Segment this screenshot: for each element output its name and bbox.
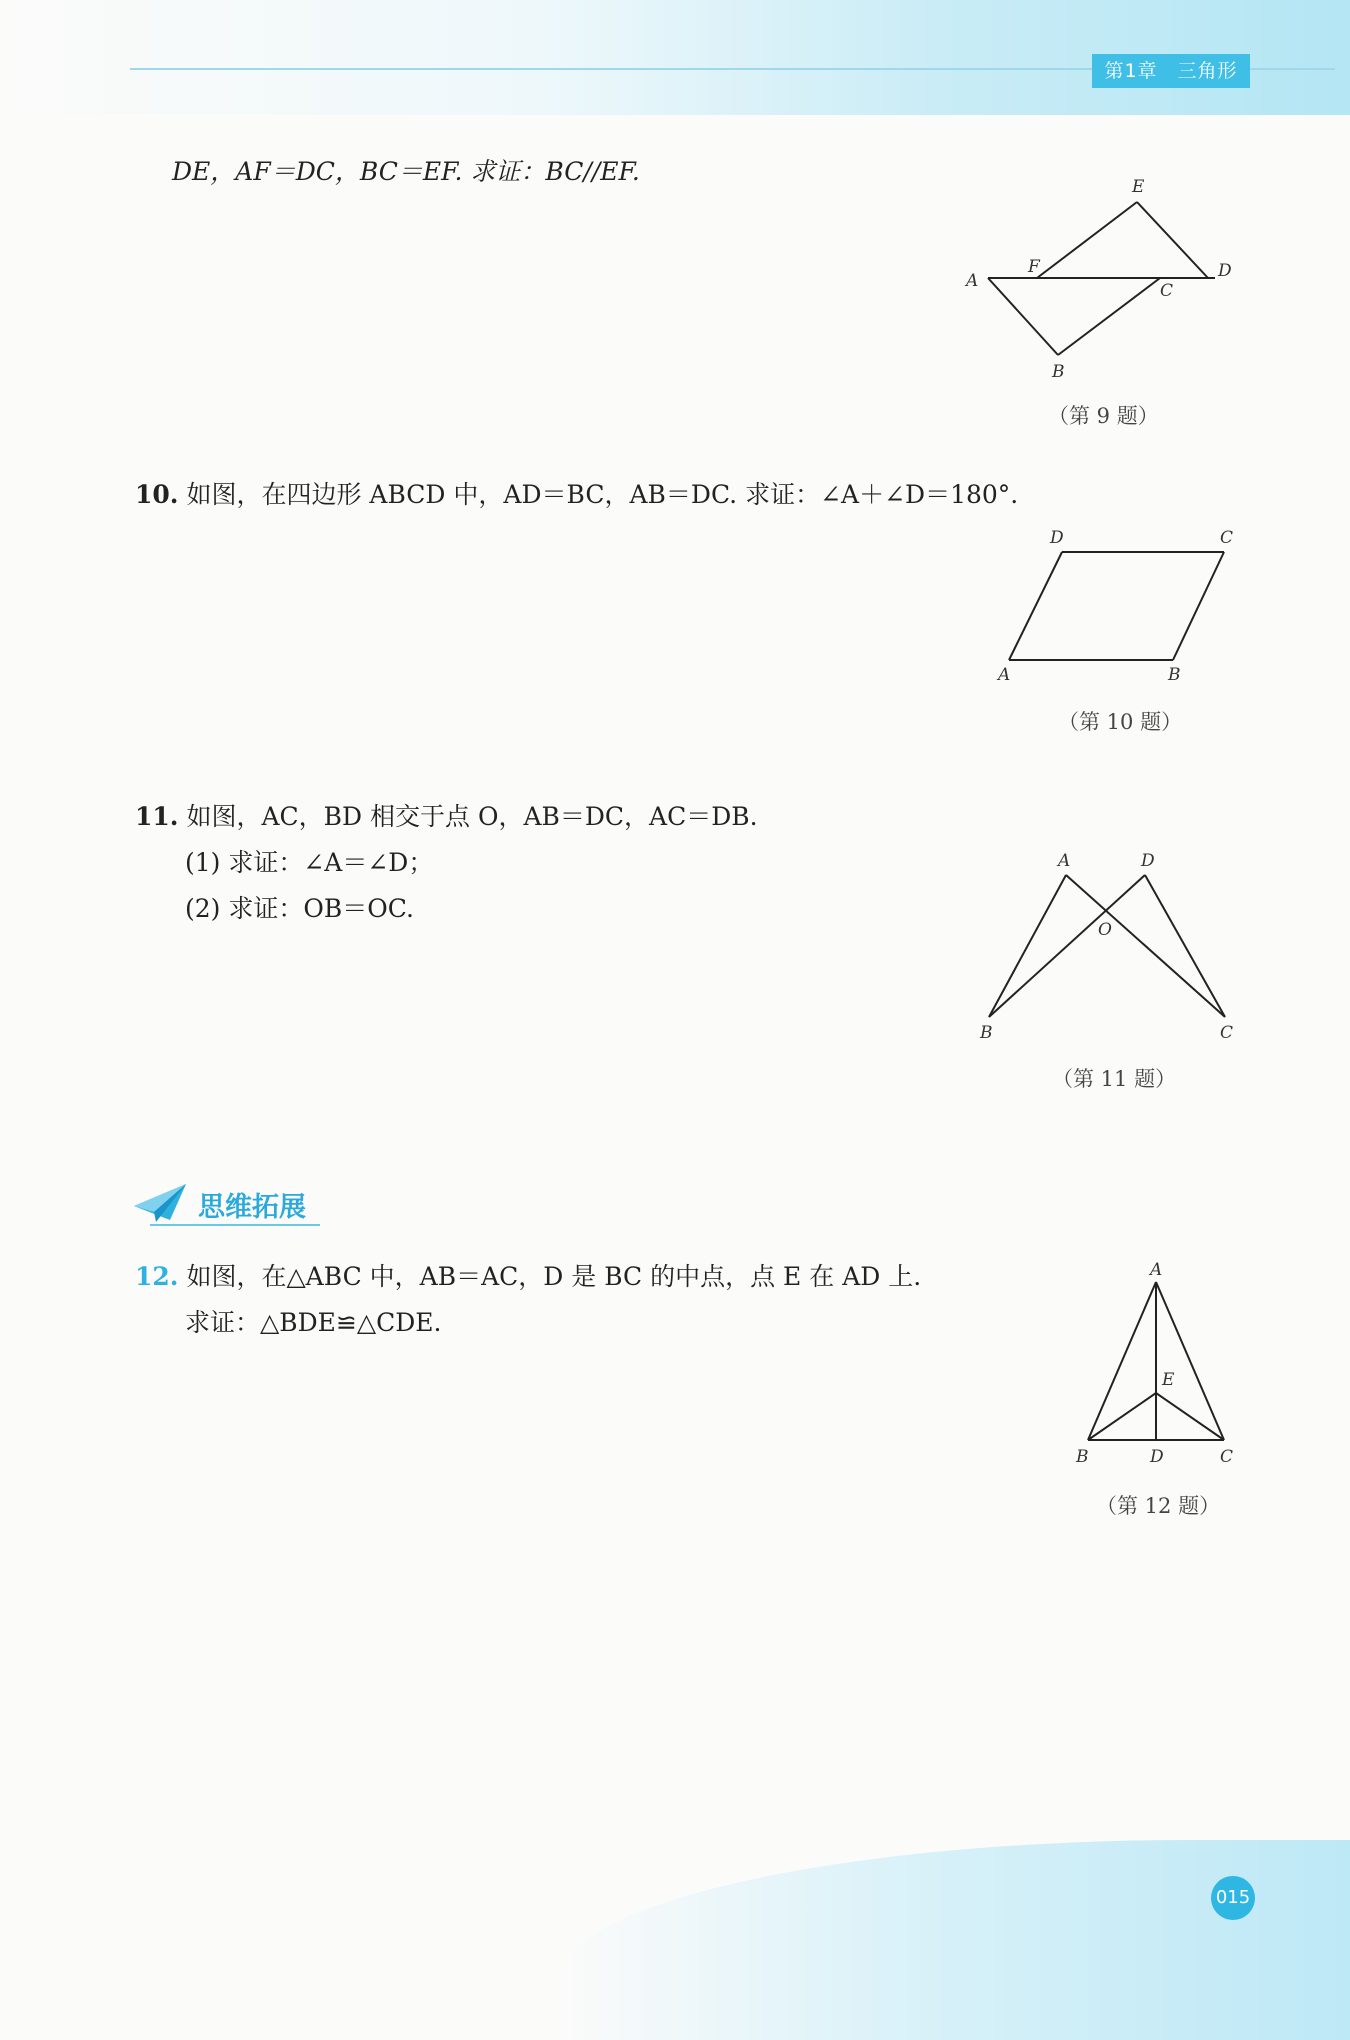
q12-caption: （第 12 题）: [1096, 1494, 1221, 1518]
page-number: 015: [1211, 1876, 1255, 1920]
q9-label-B: B: [1052, 362, 1065, 380]
q12-line: [135, 1257, 921, 1293]
q9-label-D: D: [1218, 261, 1232, 281]
q11-label-A: A: [1058, 851, 1071, 871]
q10-number: 10.: [135, 480, 179, 509]
q10-label-A: A: [998, 665, 1011, 685]
q11-part2: (2) 求证：OB＝OC.: [185, 894, 414, 923]
q12-label-A: A: [1150, 1260, 1163, 1280]
q12-figure: [1070, 1258, 1240, 1478]
footer-wave: [560, 1840, 1350, 2040]
q11-label-D: D: [1141, 851, 1155, 871]
q9-figure: [950, 170, 1240, 380]
q11-line: [135, 797, 758, 833]
q12-label-C: C: [1220, 1447, 1234, 1467]
q12-number: 12.: [135, 1262, 179, 1291]
q9-caption: （第 9 题）: [1048, 404, 1159, 428]
q11-label-B: B: [980, 1023, 993, 1043]
q9-label-F: F: [1028, 257, 1040, 277]
q9-label-A: A: [966, 271, 979, 291]
q11-figure: [970, 845, 1240, 1045]
q11-label-C: C: [1220, 1023, 1234, 1043]
q9-text: DE，AF＝DC，BC＝EF. 求证：BC//EF.: [172, 157, 640, 186]
q10-label-B: B: [1168, 665, 1181, 685]
section-underline: [150, 1224, 320, 1226]
q12-text: 如图，在△ABC 中，AB＝AC，D 是 BC 的中点，点 E 在 AD 上.: [186, 1262, 922, 1291]
q11-text: 如图，AC，BD 相交于点 O，AB＝DC，AC＝DB.: [186, 802, 758, 831]
q10-caption: （第 10 题）: [1058, 710, 1183, 734]
q12-label-E: E: [1162, 1370, 1175, 1390]
q10-figure: [990, 525, 1240, 685]
q11-label-O: O: [1098, 920, 1112, 940]
q10-line: [135, 475, 1018, 511]
q11-number: 11.: [135, 802, 179, 831]
section-title: 思维拓展: [198, 1192, 306, 1223]
q10-label-D: D: [1050, 528, 1064, 548]
q9-label-E: E: [1132, 177, 1145, 197]
q10-label-C: C: [1220, 528, 1234, 548]
q12-label-D: D: [1150, 1447, 1164, 1467]
q12-line2: 求证：△BDE≌△CDE.: [185, 1308, 442, 1337]
q10-text: 如图，在四边形 ABCD 中，AD＝BC，AB＝DC. 求证：∠A＋∠D＝180°.: [186, 480, 1019, 509]
q9-label-C: C: [1160, 281, 1174, 301]
chapter-label: 第1章 三角形: [1092, 54, 1250, 88]
paper-plane-icon: [132, 1182, 188, 1224]
q11-part1: (1) 求证：∠A＝∠D；: [185, 848, 434, 877]
q12-label-B: B: [1076, 1447, 1089, 1467]
q11-caption: （第 11 题）: [1052, 1067, 1177, 1091]
